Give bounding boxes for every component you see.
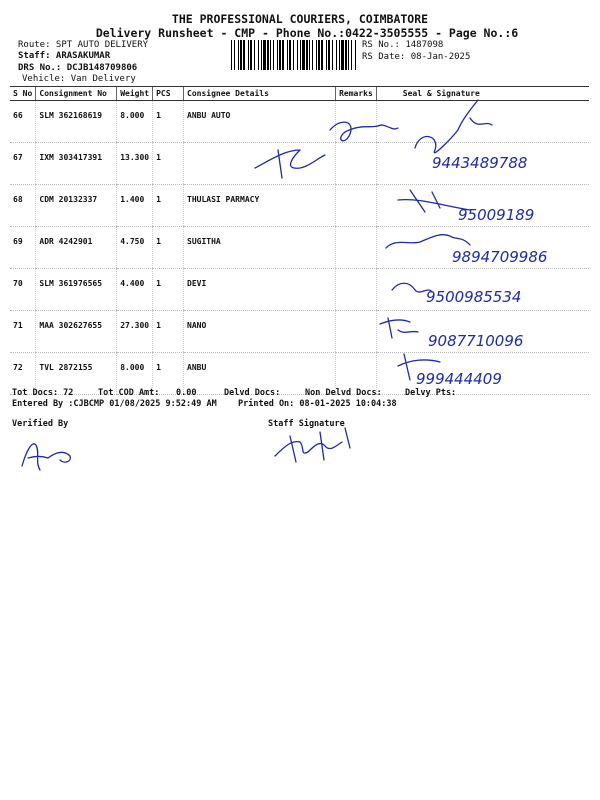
printed-on: Printed On: 08-01-2025 10:04:38 [238,399,397,409]
verified-signature-stroke [22,444,70,470]
cell-pcs: 1 [153,269,184,311]
signature-stroke [386,235,470,248]
staff-signature-label: Staff Signature [268,419,345,429]
total-cod-value: 0.00 [176,388,197,398]
col-header-sno: S No [10,87,36,101]
cell-pcs: 1 [153,101,184,143]
vehicle-label: Vehicle: Van Delivery [22,74,136,84]
cell-weight: 8.000 [117,101,153,143]
handwritten-phone: 95009189 [458,206,535,224]
cell-weight: 4.400 [117,269,153,311]
signature-stroke [330,122,398,141]
cell-sno: 70 [10,269,36,311]
handwritten-phone: 9443489788 [432,154,528,172]
cell-consignment: IXM 303417391 [36,143,117,185]
signature-stroke [415,100,492,153]
col-header-consignee: Consignee Details [184,87,336,101]
entered-by: Entered By :CJBCMP 01/08/2025 9:52:49 AM [12,399,217,409]
cell-consignment: SLM 361976565 [36,269,117,311]
staff-signature-stroke [275,428,350,462]
col-header-weight: Weight [117,87,153,101]
col-header-pcs: PCS [153,87,184,101]
cell-pcs: 1 [153,311,184,353]
cell-consignee: NANO [184,311,336,353]
drs-number: DRS No.: DCJB148709806 [18,63,138,73]
total-docs: Tot Docs: 72 [12,388,74,398]
non-delivered-docs-label: Non Delvd Docs: [305,388,382,398]
route-label: Route: SPT AUTO DELIVERY [18,40,149,50]
cell-weight: 4.750 [117,227,153,269]
col-header-consignment: Consignment No [36,87,117,101]
signature-stroke [380,318,418,338]
cell-pcs: 1 [153,143,184,185]
runsheet-subtitle: Delivery Runsheet - CMP - Phone No.:0422-3505555 - Page No.:6 [95,26,519,40]
company-title: THE PROFESSIONAL COURIERS, COIMBATORE [171,12,429,26]
handwritten-phone: 9894709986 [452,248,548,266]
cell-sno: 71 [10,311,36,353]
handwritten-phone: 9500985534 [426,288,522,306]
rs-number: RS No.: 1487098 [362,40,444,50]
col-header-signature: Seal & Signature [376,87,589,101]
delivered-docs-label: Delvd Docs: [224,388,281,398]
cell-pcs: 1 [153,185,184,227]
rs-date: RS Date: 08-Jan-2025 [362,52,471,62]
cell-consignment: CDM 20132337 [36,185,117,227]
total-cod-label: Tot COD Amt: [98,388,160,398]
cell-consignee: THULASI PARMACY [184,185,336,227]
delivery-points-label: Delvy Pts: [405,388,457,398]
cell-consignment: TVL 2872155 [36,353,117,395]
cell-sno: 72 [10,353,36,395]
cell-sno: 69 [10,227,36,269]
handwritten-phone: 9087710096 [428,332,524,350]
cell-consignee: ANBU [184,353,336,395]
verified-by-label: Verified By [12,419,69,429]
staff-label: Staff: ARASAKUMAR [18,51,111,61]
signature-stroke [255,150,325,168]
cell-sno: 66 [10,101,36,143]
cell-weight: 8.000 [117,353,153,395]
col-header-remarks: Remarks [336,87,377,101]
cell-consignment: MAA 302627655 [36,311,117,353]
cell-sno: 67 [10,143,36,185]
cell-weight: 1.400 [117,185,153,227]
cell-consignee: SUGITHA [184,227,336,269]
cell-consignment: ADR 4242901 [36,227,117,269]
cell-pcs: 1 [153,227,184,269]
cell-consignee: DEVI [184,269,336,311]
cell-sno: 68 [10,185,36,227]
cell-consignee: ANBU AUTO [184,101,336,143]
cell-weight: 27.300 [117,311,153,353]
handwritten-phone: 999444409 [416,370,502,388]
cell-consignment: SLM 362168619 [36,101,117,143]
cell-weight: 13.300 [117,143,153,185]
cell-pcs: 1 [153,353,184,395]
